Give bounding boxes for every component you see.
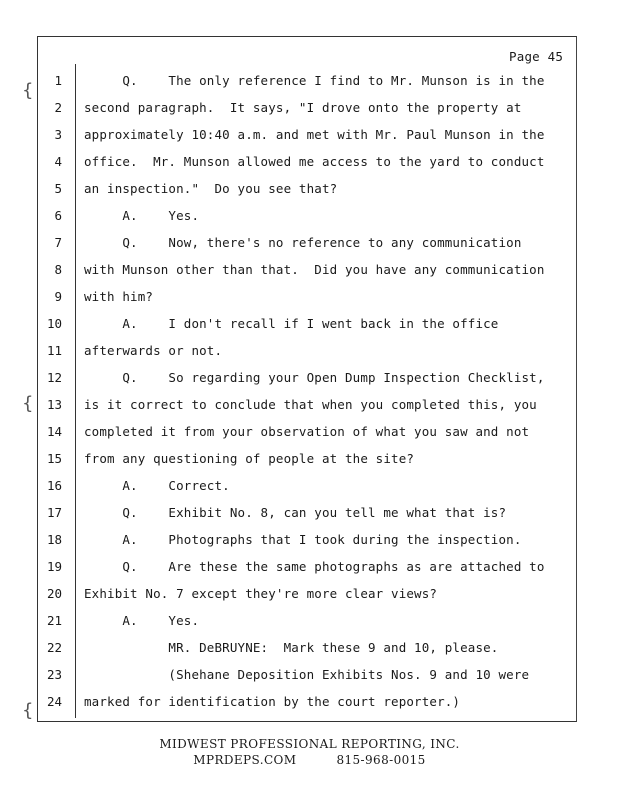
line-number-margin-rule (75, 64, 76, 718)
line-number: 23 (46, 667, 62, 682)
line-text: A. Yes. (84, 208, 200, 223)
line-text: Q. Now, there's no reference to any communication (84, 235, 522, 250)
line-number: 4 (54, 154, 62, 169)
line-text: Q. Are these the same photographs as are attached to (84, 559, 545, 574)
line-number: 12 (46, 370, 62, 385)
line-text: marked for identification by the court reporter.) (84, 694, 461, 709)
line-text: A. Correct. (84, 478, 230, 493)
line-number: 11 (46, 343, 62, 358)
line-text: office. Mr. Munson allowed me access to the yard to conduct (84, 154, 545, 169)
line-number: 20 (46, 586, 62, 601)
line-text: second paragraph. It says, "I drove onto the property at (84, 100, 522, 115)
footer-website: MPRDEPS.COM (193, 753, 297, 767)
line-text: an inspection." Do you see that? (84, 181, 338, 196)
line-text: Q. Exhibit No. 8, can you tell me what that is? (84, 505, 507, 520)
line-text: Q. The only reference I find to Mr. Munson is in the (84, 73, 545, 88)
line-number: 16 (46, 478, 62, 493)
line-number: 9 (54, 289, 62, 304)
line-number: 15 (46, 451, 62, 466)
line-number: 10 (46, 316, 62, 331)
line-number: 17 (46, 505, 62, 520)
line-number: 19 (46, 559, 62, 574)
binder-hole-mark-icon: { (22, 80, 34, 101)
line-text: A. I don't recall if I went back in the office (84, 316, 499, 331)
footer-contact (0, 753, 619, 767)
line-text: with him? (84, 289, 154, 304)
line-text: Q. So regarding your Open Dump Inspection Checklist, (84, 370, 545, 385)
line-number: 21 (46, 613, 62, 628)
line-text: Exhibit No. 7 except they're more clear views? (84, 586, 438, 601)
line-number: 5 (54, 181, 62, 196)
line-number: 22 (46, 640, 62, 655)
binder-hole-mark-icon: { (22, 393, 34, 414)
line-text: MR. DeBRUYNE: Mark these 9 and 10, please. (84, 640, 499, 655)
line-text: afterwards or not. (84, 343, 223, 358)
line-text: from any questioning of people at the site? (84, 451, 415, 466)
footer-company: MIDWEST PROFESSIONAL REPORTING, INC. (159, 737, 460, 751)
line-number: 1 (54, 73, 62, 88)
line-number: 14 (46, 424, 62, 439)
line-number: 18 (46, 532, 62, 547)
line-number: 13 (46, 397, 62, 412)
binder-hole-mark-icon: { (22, 700, 34, 721)
line-number: 6 (54, 208, 62, 223)
line-text: approximately 10:40 a.m. and met with Mr. Paul Munson in the (84, 127, 545, 142)
line-number: 3 (54, 127, 62, 142)
line-text: is it correct to conclude that when you completed this, you (84, 397, 537, 412)
line-number: 24 (46, 694, 62, 709)
line-number: 8 (54, 262, 62, 277)
footer-phone: 815-968-0015 (336, 753, 426, 767)
line-number: 2 (54, 100, 62, 115)
line-text: completed it from your observation of what you saw and not (84, 424, 530, 439)
line-text: A. Yes. (84, 613, 200, 628)
line-number: 7 (54, 235, 62, 250)
line-text: with Munson other than that. Did you have any communication (84, 262, 545, 277)
line-text: (Shehane Deposition Exhibits Nos. 9 and 10 were (84, 667, 530, 682)
line-text: A. Photographs that I took during the inspection. (84, 532, 522, 547)
page-number: Page 45 (509, 49, 564, 64)
